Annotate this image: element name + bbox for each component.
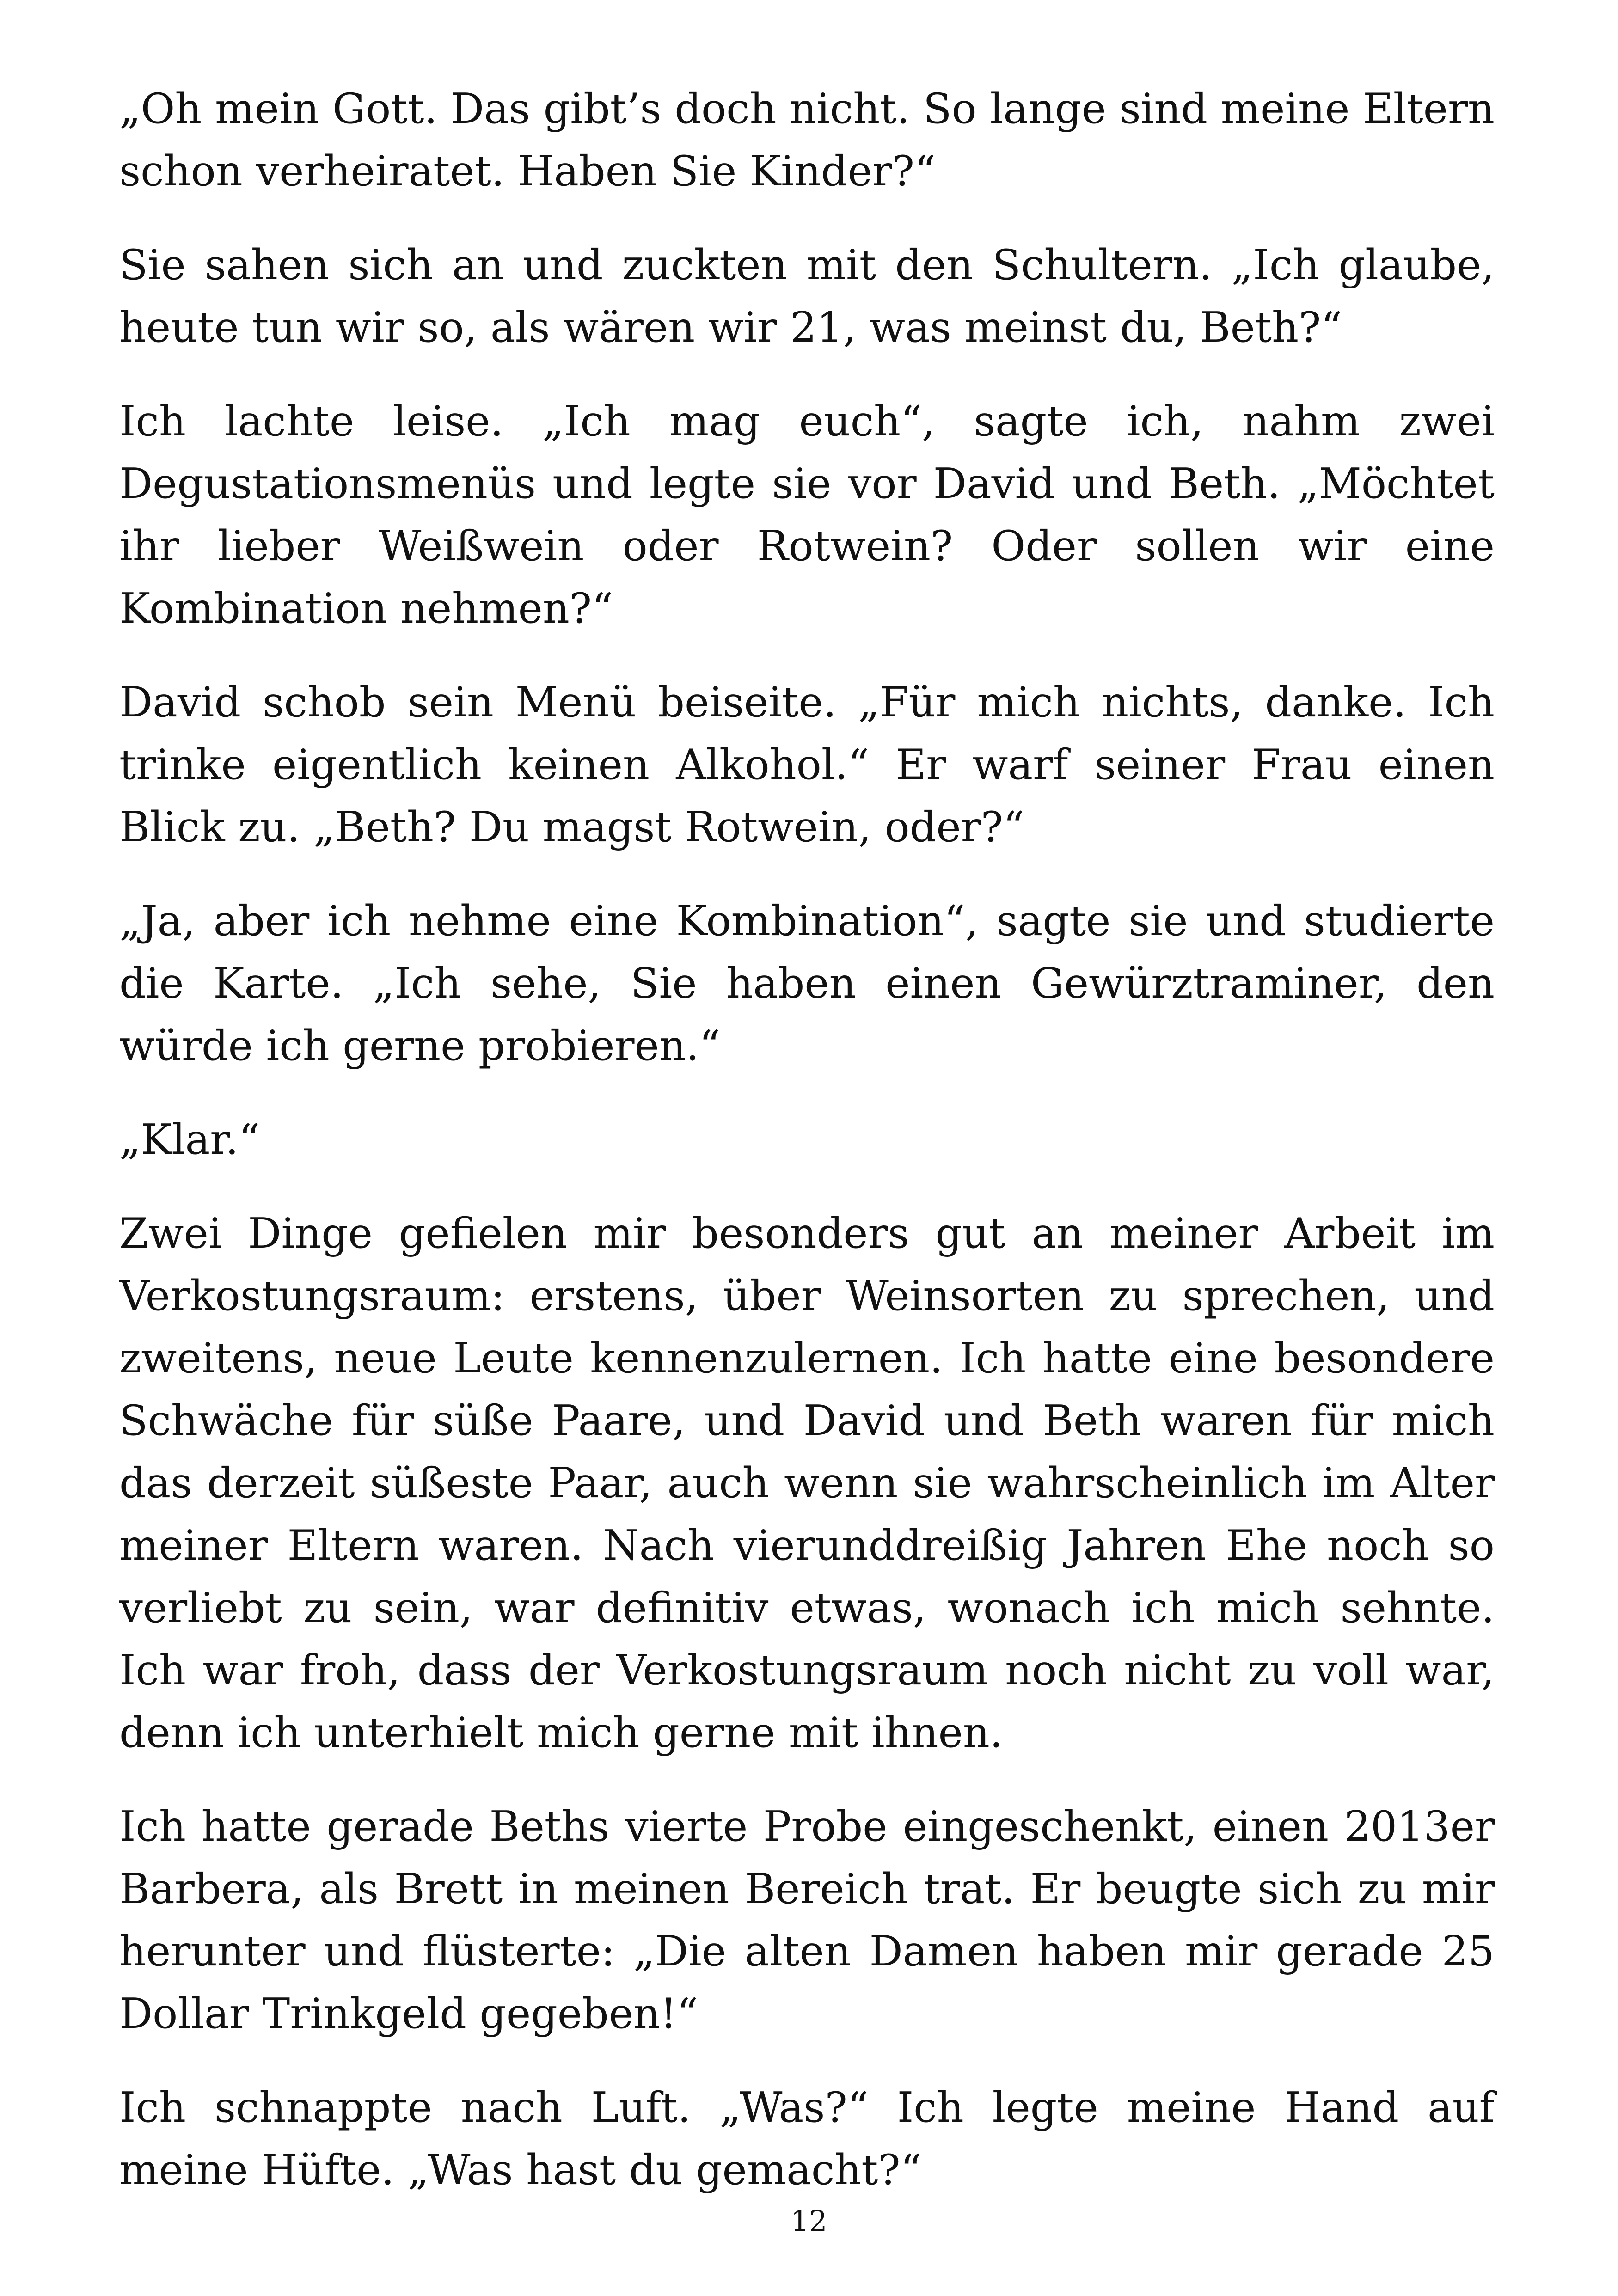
- paragraph: David schob sein Menü beiseite. „Für mich nichts, danke. Ich trinke eigentlich keinen Alkohol.“ Er warf seiner Frau einen Blick zu. „Beth? Du magst Rotwein, oder?“: [119, 678, 1495, 851]
- paragraph: Sie sahen sich an und zuckten mit den Schultern. „Ich glaube, heute tun wir so, als wären wir 21, was meinst du, Beth?“: [119, 241, 1495, 352]
- paragraph: Ich lachte leise. „Ich mag euch“, sagte ich, nahm zwei Degustationsmenüs und legte sie vor David und Beth. „Möchtet ihr lieber Weißwein oder Rotwein? Oder sollen wir eine Kombination nehmen?“: [119, 397, 1495, 633]
- paragraph: Ich hatte gerade Beths vierte Probe eingeschenkt, einen 2013er Barbera, als Brett in meinen Bereich trat. Er beugte sich zu mir herunter und flüsterte: „Die alten Damen haben mir gerade 25 Dollar Trinkgeld gegeben!“: [119, 1802, 1495, 2038]
- body-text: [119, 78, 1495, 2233]
- paragraph: „Oh mein Gott. Das gibt’s doch nicht. So lange sind meine Eltern schon verheiratet. Haben Sie Kinder?“: [119, 85, 1495, 196]
- paragraph: „Ja, aber ich nehme eine Kombination“, sagte sie und studierte die Karte. „Ich sehe, Sie haben einen Gewürztraminer, den würde ich gerne probieren.“: [119, 897, 1495, 1070]
- paragraph: Ich schnappte nach Luft. „Was?“ Ich legte meine Hand auf meine Hüfte. „Was hast du gemacht?“: [119, 2083, 1495, 2194]
- page-number: 12: [791, 2204, 827, 2238]
- paragraph: „Klar.“: [119, 1115, 260, 1164]
- paragraph: Zwei Dinge gefielen mir besonders gut an meiner Arbeit im Verkostungsraum: erstens, über Weinsorten zu sprechen, und zweitens, neue Leute kennenzulernen. Ich hatte eine besondere Schwäche für süße Paare, und David und Beth waren für mich das derzeit süßeste Paar, auch wenn sie wahrscheinlich im Alter meiner Eltern waren. Nach vierunddreißig Jahren Ehe noch so verliebt zu sein, war definitiv etwas, wonach ich mich sehnte. Ich war froh, dass der Verkostungsraum noch nicht zu voll war, denn ich unterhielt mich gerne mit ihnen.: [119, 1209, 1495, 1757]
